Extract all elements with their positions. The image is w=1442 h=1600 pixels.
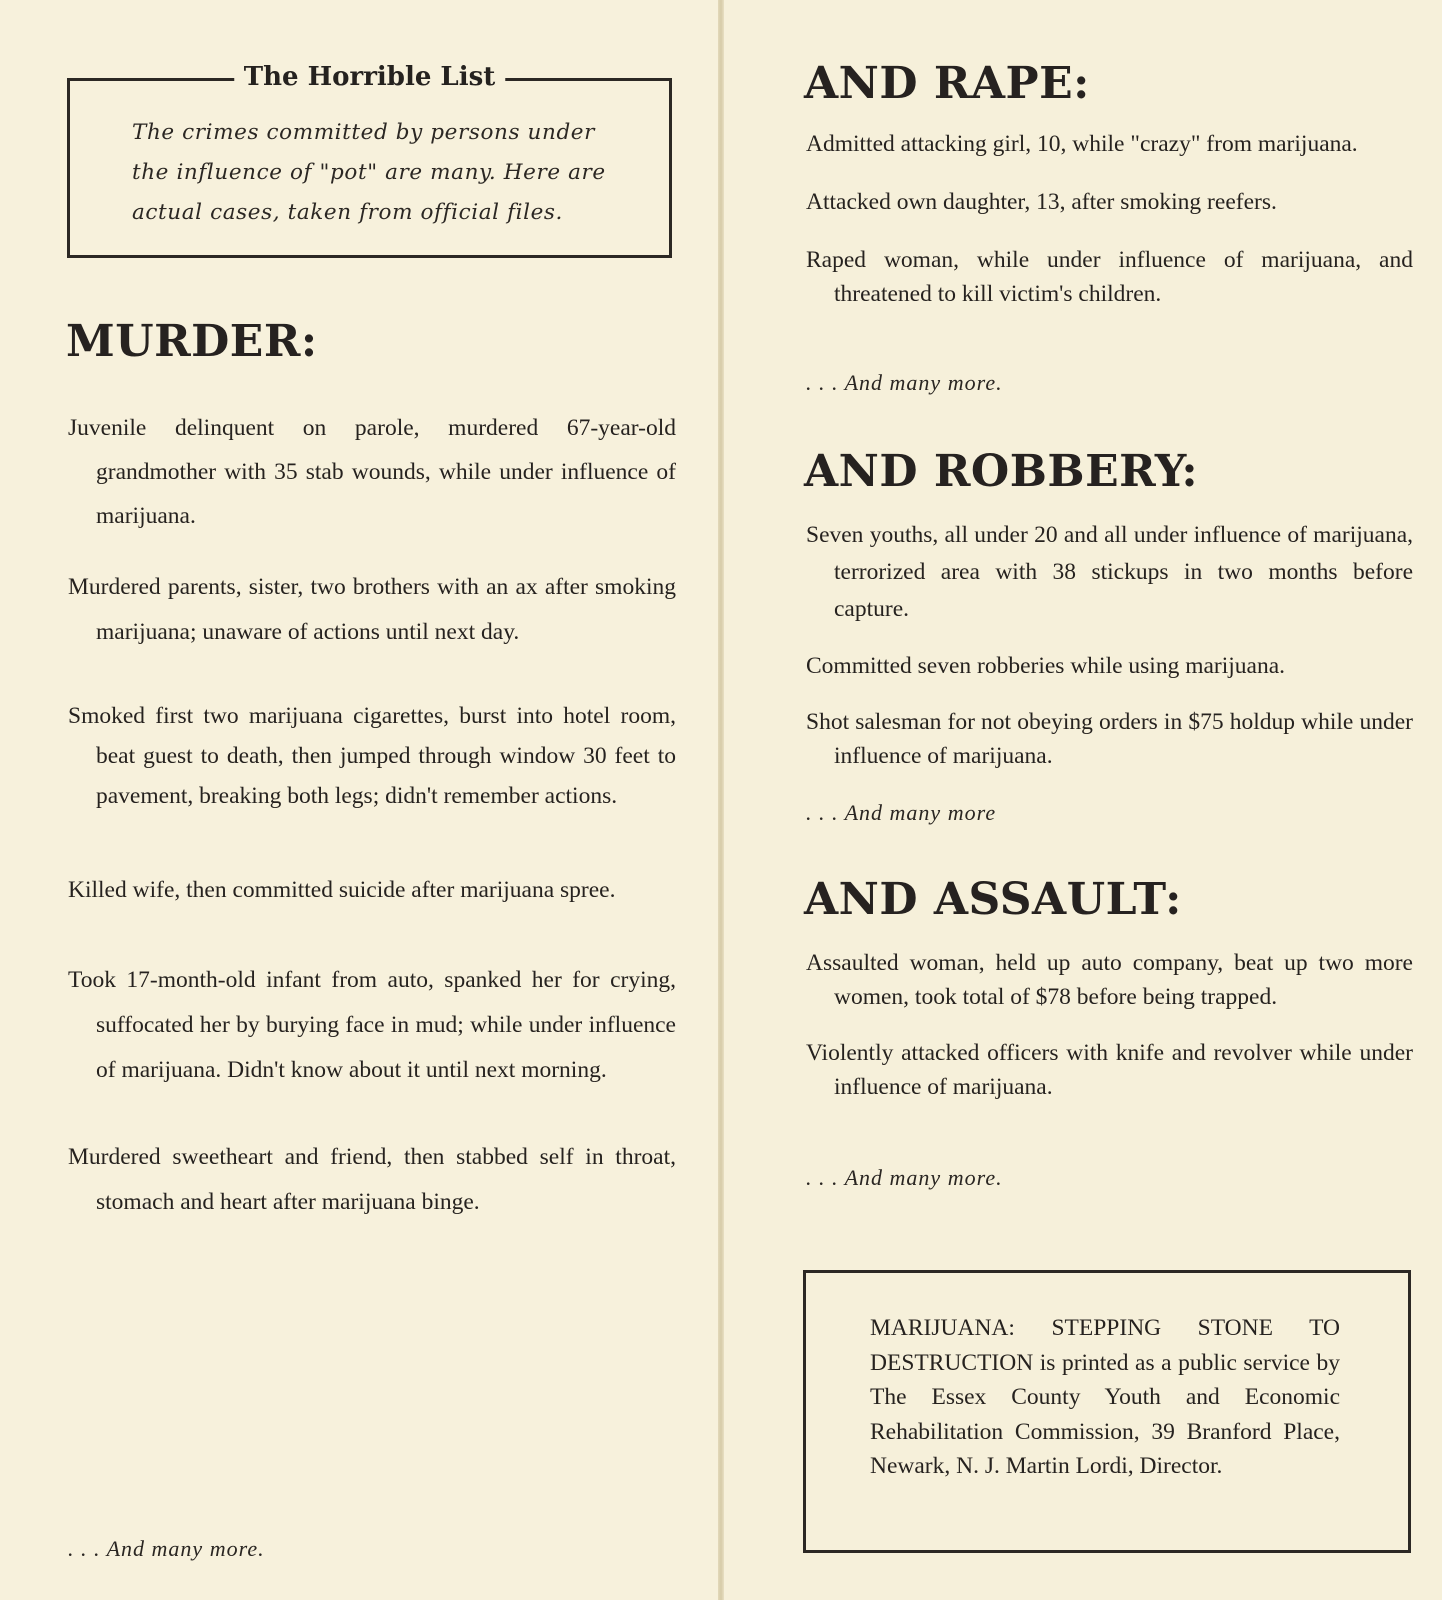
robbery-more: . . . And many more: [806, 800, 997, 825]
rape-heading: AND RAPE:: [804, 58, 1090, 109]
list-item: Raped woman, while under influence of marijuana, and threatened to kill victim's children.: [806, 247, 1413, 307]
list-item: Took 17-month-old infant from auto, spanked her for crying, suffocated her by burying face in mud; while under influence of marijuana. Didn't know about it until next morning.: [68, 967, 676, 1083]
list-item: Violently attacked officers with knife and revolver while under influence of marijuana.: [806, 1040, 1413, 1100]
publisher-notice-box: [803, 1270, 1411, 1553]
list-item: Shot salesman for not obeying orders in $75 holdup while under influence of marijuana.: [806, 709, 1413, 769]
assault-list: [806, 946, 1413, 1104]
intro-box: [67, 62, 672, 258]
murder-list: [68, 406, 676, 1225]
rape-list: [806, 127, 1413, 311]
murder-more: . . . And many more.: [68, 1536, 265, 1561]
list-item: Juvenile delinquent on parole, murdered 67-year-old grandmother with 35 stab wounds, while under influence of marijuana.: [68, 415, 676, 529]
assault-heading: AND ASSAULT:: [804, 874, 1182, 925]
list-item: Attacked own daughter, 13, after smoking reefers.: [806, 189, 1277, 215]
intro-title: The Horrible List: [234, 62, 505, 92]
list-item: Assaulted woman, held up auto company, beat up two more women, took total of $78 before being trapped.: [806, 950, 1413, 1010]
list-item: Seven youths, all under 20 and all under influence of marijuana, terrorized area with 38 stickups in two months before capture.: [806, 522, 1413, 622]
robbery-list: [806, 517, 1413, 773]
list-item: Admitted attacking girl, 10, while "crazy" from marijuana.: [806, 131, 1358, 157]
assault-more: . . . And many more.: [806, 1165, 1003, 1190]
list-item: Murdered parents, sister, two brothers with an ax after smoking marijuana; unaware of actions until next day.: [68, 574, 676, 645]
rape-more: . . . And many more.: [806, 370, 1003, 395]
list-item: Smoked first two marijuana cigarettes, burst into hotel room, beat guest to death, then jumped through window 30 feet to pavement, breaking both legs; didn't remember actions.: [68, 703, 676, 809]
publisher-notice: MARIJUANA: STEPPING STONE TO DESTRUCTION is printed as a public service by The Essex County Youth and Economic Rehabilitation Commission, 39 Branford Place, Newark, N. J. Martin Lordi, Director.: [870, 1315, 1340, 1479]
list-item: Murdered sweetheart and friend, then stabbed self in throat, stomach and heart after marijuana binge.: [68, 1144, 676, 1215]
murder-heading: MURDER:: [66, 316, 318, 367]
intro-text: The crimes committed by persons under the influence of "pot" are many. Here are actual cases, taken from official files.: [132, 120, 606, 225]
robbery-heading: AND ROBBERY:: [804, 446, 1199, 497]
list-item: Killed wife, then committed suicide after marijuana spree.: [68, 877, 616, 903]
list-item: Committed seven robberies while using marijuana.: [806, 653, 1286, 679]
